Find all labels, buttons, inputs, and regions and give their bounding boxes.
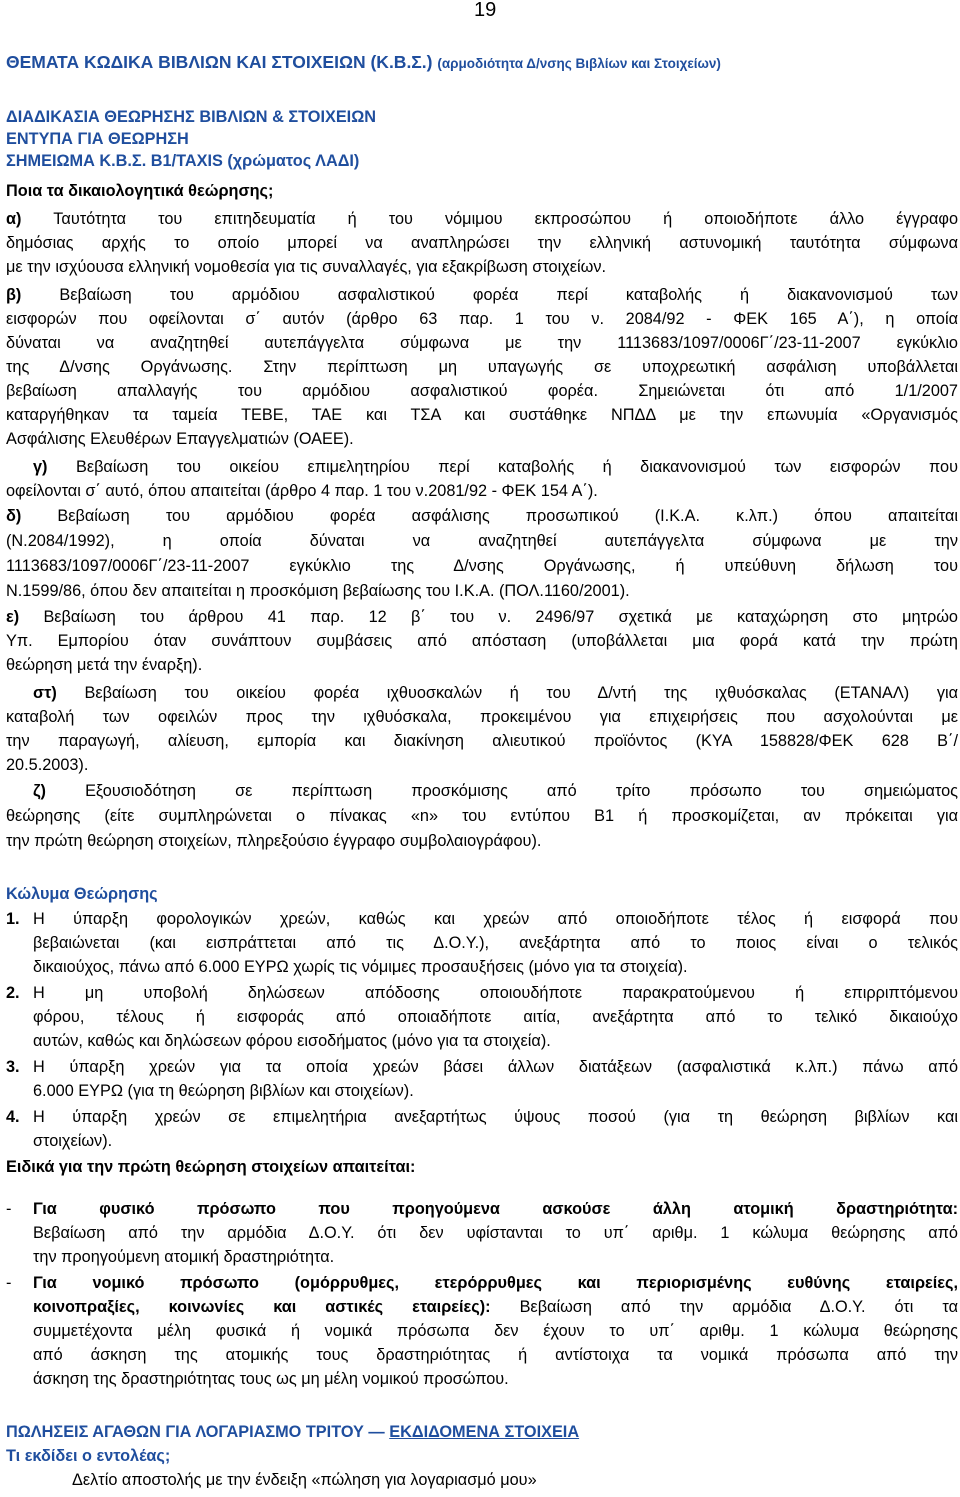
special-2-line-2-rest: Βεβαίωση από την αρμόδια Δ.Ο.Υ. ότι τα [490, 1298, 958, 1316]
item-d-text-1: Βεβαίωση του αρμόδιου φορέα ασφάλισης προσωπικού (Ι.Κ.Α. κ.λπ.) όπου απαιτείται [57, 507, 958, 525]
obstacle-3-line-2: 6.000 ΕΥΡΩ (για τη θεώρηση βιβλίων και στοιχείων). [33, 1082, 414, 1100]
obstacle-1-line-1: Η ύπαρξη φορολογικών χρεών, καθώς και χρεών από οποιοδήποτε τέλος ή εισφορά που [33, 910, 958, 928]
special-heading: Ειδικά για την πρώτη θεώρηση στοιχείων απαιτείται: [6, 1158, 416, 1176]
item-c-line-2: οφείλονται σ΄ αυτό, όπου απαιτείται (άρθρο 4 παρ. 1 του ν.2081/92 - ΦΕΚ 154 Α΄). [6, 482, 598, 500]
item-b-text-1: Βεβαίωση του αρμόδιου ασφαλιστικού φορέα περί καταβολής ή διακανονισμού των [59, 286, 958, 304]
item-a-line-1 [6, 209, 958, 229]
item-e-line-3: θεώρηση μετά την έναρξη). [6, 656, 203, 674]
item-b-label: β) [6, 286, 22, 304]
special-2-line-2-bold: κοινοπραξίες, κοινωνίες και αστικές εταιρείες): [33, 1298, 491, 1316]
obstacle-2-line-3: αυτών, καθώς και δηλώσεων φόρου εισοδήματος (μόνο για τα στοιχεία). [33, 1032, 551, 1050]
item-d-line-3: 1113683/1097/0006Γ΄/23-11-2007 εγκύκλιο της Δ/νσης Οργάνωσης, ή υπεύθυνη δήλωση του [6, 557, 958, 575]
item-st-line-2: καταβολή των οφειλών προς την ιχθυόσκαλα, προκειμένου για επιχειρήσεις που ασχολούνται με [6, 708, 958, 726]
item-b-line-3: δύναται να αναζητηθεί αυτεπάγγελτα σύμφωνα με την 1113683/1097/0006Γ΄/23-11-2007 εγκύκλιο [6, 334, 958, 352]
special-2-line-5: άσκηση της δραστηριότητας τους ως μη μέλη νομικού προσώπου. [33, 1370, 509, 1388]
item-z-line-2: θεώρησης (είτε συμπληρώνεται ο πίνακας «n» του εντύπου Β1 ή προσκομίζεται, αν πρόκειται για [6, 807, 958, 825]
header-main: ΘΕΜΑΤΑ ΚΩΔΙΚΑ ΒΙΒΛΙΩΝ ΚΑΙ ΣΤΟΙΧΕΙΩΝ (Κ.Β.Σ.) [6, 52, 433, 72]
obstacle-2-line-1: Η μη υποβολή δηλώσεων απόδοσης οποιουδήποτε παρακρατούμενου ή επιρριπτόμενου [33, 984, 958, 1002]
page-number: 19 [474, 0, 497, 21]
section-title-2: ΕΝΤΥΠΑ ΓΙΑ ΘΕΩΡΗΣΗ [6, 130, 189, 148]
sales-question: Τι εκδίδει ο εντολέας; [6, 1447, 171, 1465]
item-z-label: ζ) [33, 782, 46, 800]
obstacle-2-line-2: φόρου, τέλους ή εισφοράς από οποιαδήποτε αιτία, ανεξάρτητα από το τελικό δικαιούχο [33, 1008, 958, 1026]
special-1-line-2: Βεβαίωση από την αρμόδια Δ.Ο.Υ. ότι δεν υφίστανται το υπ΄ αριθμ. 1 κώλυμα θεώρησης από [33, 1224, 958, 1242]
section-title-3: ΣΗΜΕΙΩΜΑ Κ.Β.Σ. Β1/TAXIS (χρώματος ΛΑΔΙ) [6, 152, 360, 170]
item-st-line-3: την παραγωγή, αλίευση, εμπορία και διακίνηση αλιευτικού προϊόντος (ΚΥΑ 158828/ΦΕΚ 628 Β΄/ [6, 732, 958, 750]
header-title [6, 52, 721, 74]
obstacle-1-number: 1. [6, 910, 20, 928]
item-st-text-1: Βεβαίωση του οικείου φορέα ιχθυοσκαλών ή του Δ/ντή της ιχθυόσκαλας (ΕΤΑΝΑΛ) για [84, 684, 958, 702]
section-title-1: ΔΙΑΔΙΚΑΣΙΑ ΘΕΩΡΗΣΗΣ ΒΙΒΛΙΩΝ & ΣΤΟΙΧΕΙΩΝ [6, 108, 377, 126]
item-e-line-2: Υπ. Εμπορίου όταν συνάπτουν συμβάσεις από απόσταση (υποβάλλεται μια φορά κατά την πρώτη [6, 632, 958, 650]
item-c-line-1 [33, 457, 958, 477]
sales-heading [6, 1422, 579, 1442]
special-2-line-3: συμμετέχοντα μέλη φυσικά ή νομικά πρόσωπα δεν έχουν το υπ΄ αριθμ. 1 κώλυμα θεώρησης [33, 1322, 958, 1340]
item-d-line-2: (Ν.2084/1992), η οποία δύναται να αναζητηθεί αυτεπάγγελτα σύμφωνα με την [6, 532, 958, 550]
sales-answer: Δελτίο αποστολής με την ένδειξη «πώληση για λογαριασμό μου» [72, 1471, 537, 1489]
special-2-line-4: από άσκηση της ατομικής τους δραστηριότητας ή αντίστοιχα τα νομικά πρόσωπα από την [33, 1346, 958, 1364]
item-z-text-1: Εξουσιοδότηση σε περίπτωση προσκόμισης από τρίτο πρόσωπο του σημειώματος [85, 782, 958, 800]
special-1-dash: - [6, 1200, 12, 1218]
item-b-line-4: της Δ/νσης Οργάνωσης. Στην περίπτωση μη υπαγωγής σε υποχρεωτική ασφάλιση υποβάλλεται [6, 358, 958, 376]
obstacle-4-line-1: Η ύπαρξη χρεών σε επιμελητήρια ανεξαρτήτως ύψους ποσού (για τη θεώρηση βιβλίων και [33, 1108, 958, 1126]
item-b-line-5: βεβαίωση απαλλαγής του αρμόδιου ασφαλιστικού φορέα. Σημειώνεται ότι από 1/1/2007 [6, 382, 958, 400]
special-2-line-2 [33, 1297, 958, 1317]
special-1-line-3: την προηγούμενη ατομική δραστηριότητα. [33, 1248, 335, 1266]
item-a-text-1: Ταυτότητα του επιτηδευματία ή του νόμιμου εκπροσώπου ή οποιοδήποτε άλλο έγγραφο [53, 210, 958, 228]
obstacle-4-line-2: στοιχείων). [33, 1132, 113, 1150]
item-a-line-2: δημόσιας αρχής το οποίο μπορεί να αναπληρώσει την ελληνική αστυνομική ταυτότητα σύμφωνα [6, 234, 958, 252]
item-z-line-1 [33, 781, 958, 801]
special-1-line-1: Για φυσικό πρόσωπο που προηγούμενα ασκούσε άλλη ατομική δραστηριότητα: [33, 1200, 958, 1218]
obstacle-1-line-3: δικαιούχος, πάνω από 6.000 ΕΥΡΩ χωρίς τις νόμιμες προσαυξήσεις (μόνο για τα στοιχεία). [33, 958, 688, 976]
item-st-line-1 [33, 683, 958, 703]
obstacle-4-number: 4. [6, 1108, 20, 1126]
obstacle-heading: Κώλυμα Θεώρησης [6, 885, 158, 903]
obstacle-2-number: 2. [6, 984, 20, 1002]
header-sub: (αρμοδιότητα Δ/νσης Βιβλίων και Στοιχείων) [437, 56, 721, 71]
special-2-line-1: Για νομικό πρόσωπο (ομόρρυθμες, ετερόρρυθμες και περιορισμένης ευθύνης εταιρείες, [33, 1274, 958, 1292]
question-heading: Ποια τα δικαιολογητικά θεώρησης; [6, 182, 274, 200]
item-b-line-7: Ασφάλισης Ελευθέρων Επαγγελματιών (ΟΑΕΕ). [6, 430, 354, 448]
obstacle-3-number: 3. [6, 1058, 20, 1076]
item-b-line-2: εισφορών που οφείλονται σ΄ αυτόν (άρθρο 63 παρ. 1 του ν. 2084/92 - ΦΕΚ 165 Α΄), η οποία [6, 310, 958, 328]
sales-heading-b: ΕΚΔΙΔΟΜΕΝΑ ΣΤΟΙΧΕΙΑ [389, 1423, 580, 1441]
item-b-line-6: καταργήθηκαν τα ταμεία ΤΕΒΕ, ΤΑΕ και ΤΣΑ και συστάθηκε ΝΠΔΔ με την επωνυμία «Οργανισμός [6, 406, 958, 424]
item-b-line-1 [6, 285, 958, 305]
item-e-text-1: Βεβαίωση του άρθρου 41 παρ. 12 β΄ του ν. 2496/97 σχετικά με καταχώρηση στο μητρώο [43, 608, 958, 626]
item-a-label: α) [6, 210, 22, 228]
item-e-label: ε) [6, 608, 20, 626]
item-d-line-1 [6, 506, 958, 526]
item-a-line-3: με την ισχύουσα ελληνική νομοθεσία για τις συναλλαγές, για εξακρίβωση στοιχείων. [6, 258, 607, 276]
obstacle-1-line-2: βεβαιώνεται (και εισπράττεται από τις Δ.Ο.Υ.), ανεξάρτητα από το ποιος είναι ο τελικός [33, 934, 958, 952]
item-st-label: στ) [33, 684, 57, 702]
item-d-label: δ) [6, 507, 22, 525]
item-c-text-1: Βεβαίωση του οικείου επιμελητηρίου περί καταβολής ή διακανονισμού των εισφορών που [75, 458, 958, 476]
item-c-label: γ) [33, 458, 48, 476]
sales-heading-a: ΠΩΛΗΣΕΙΣ ΑΓΑΘΩΝ ΓΙΑ ΛΟΓΑΡΙΑΣΜΟ ΤΡΙΤΟΥ — [6, 1423, 390, 1441]
item-e-line-1 [6, 607, 958, 627]
item-st-line-4: 20.5.2003). [6, 756, 89, 774]
special-2-dash: - [6, 1274, 12, 1292]
obstacle-3-line-1: Η ύπαρξη χρεών για τα οποία χρεών βάσει άλλων διατάξεων (ασφαλιστικά κ.λπ.) πάνω από [33, 1058, 958, 1076]
item-z-line-3: την πρώτη θεώρηση στοιχείων, πληρεξούσιο έγγραφο συμβολαιογράφου). [6, 832, 542, 850]
item-d-line-4: Ν.1599/86, όπου δεν απαιτείται η προσκόμιση βεβαίωσης του Ι.Κ.Α. (ΠΟΛ.1160/2001). [6, 582, 630, 600]
